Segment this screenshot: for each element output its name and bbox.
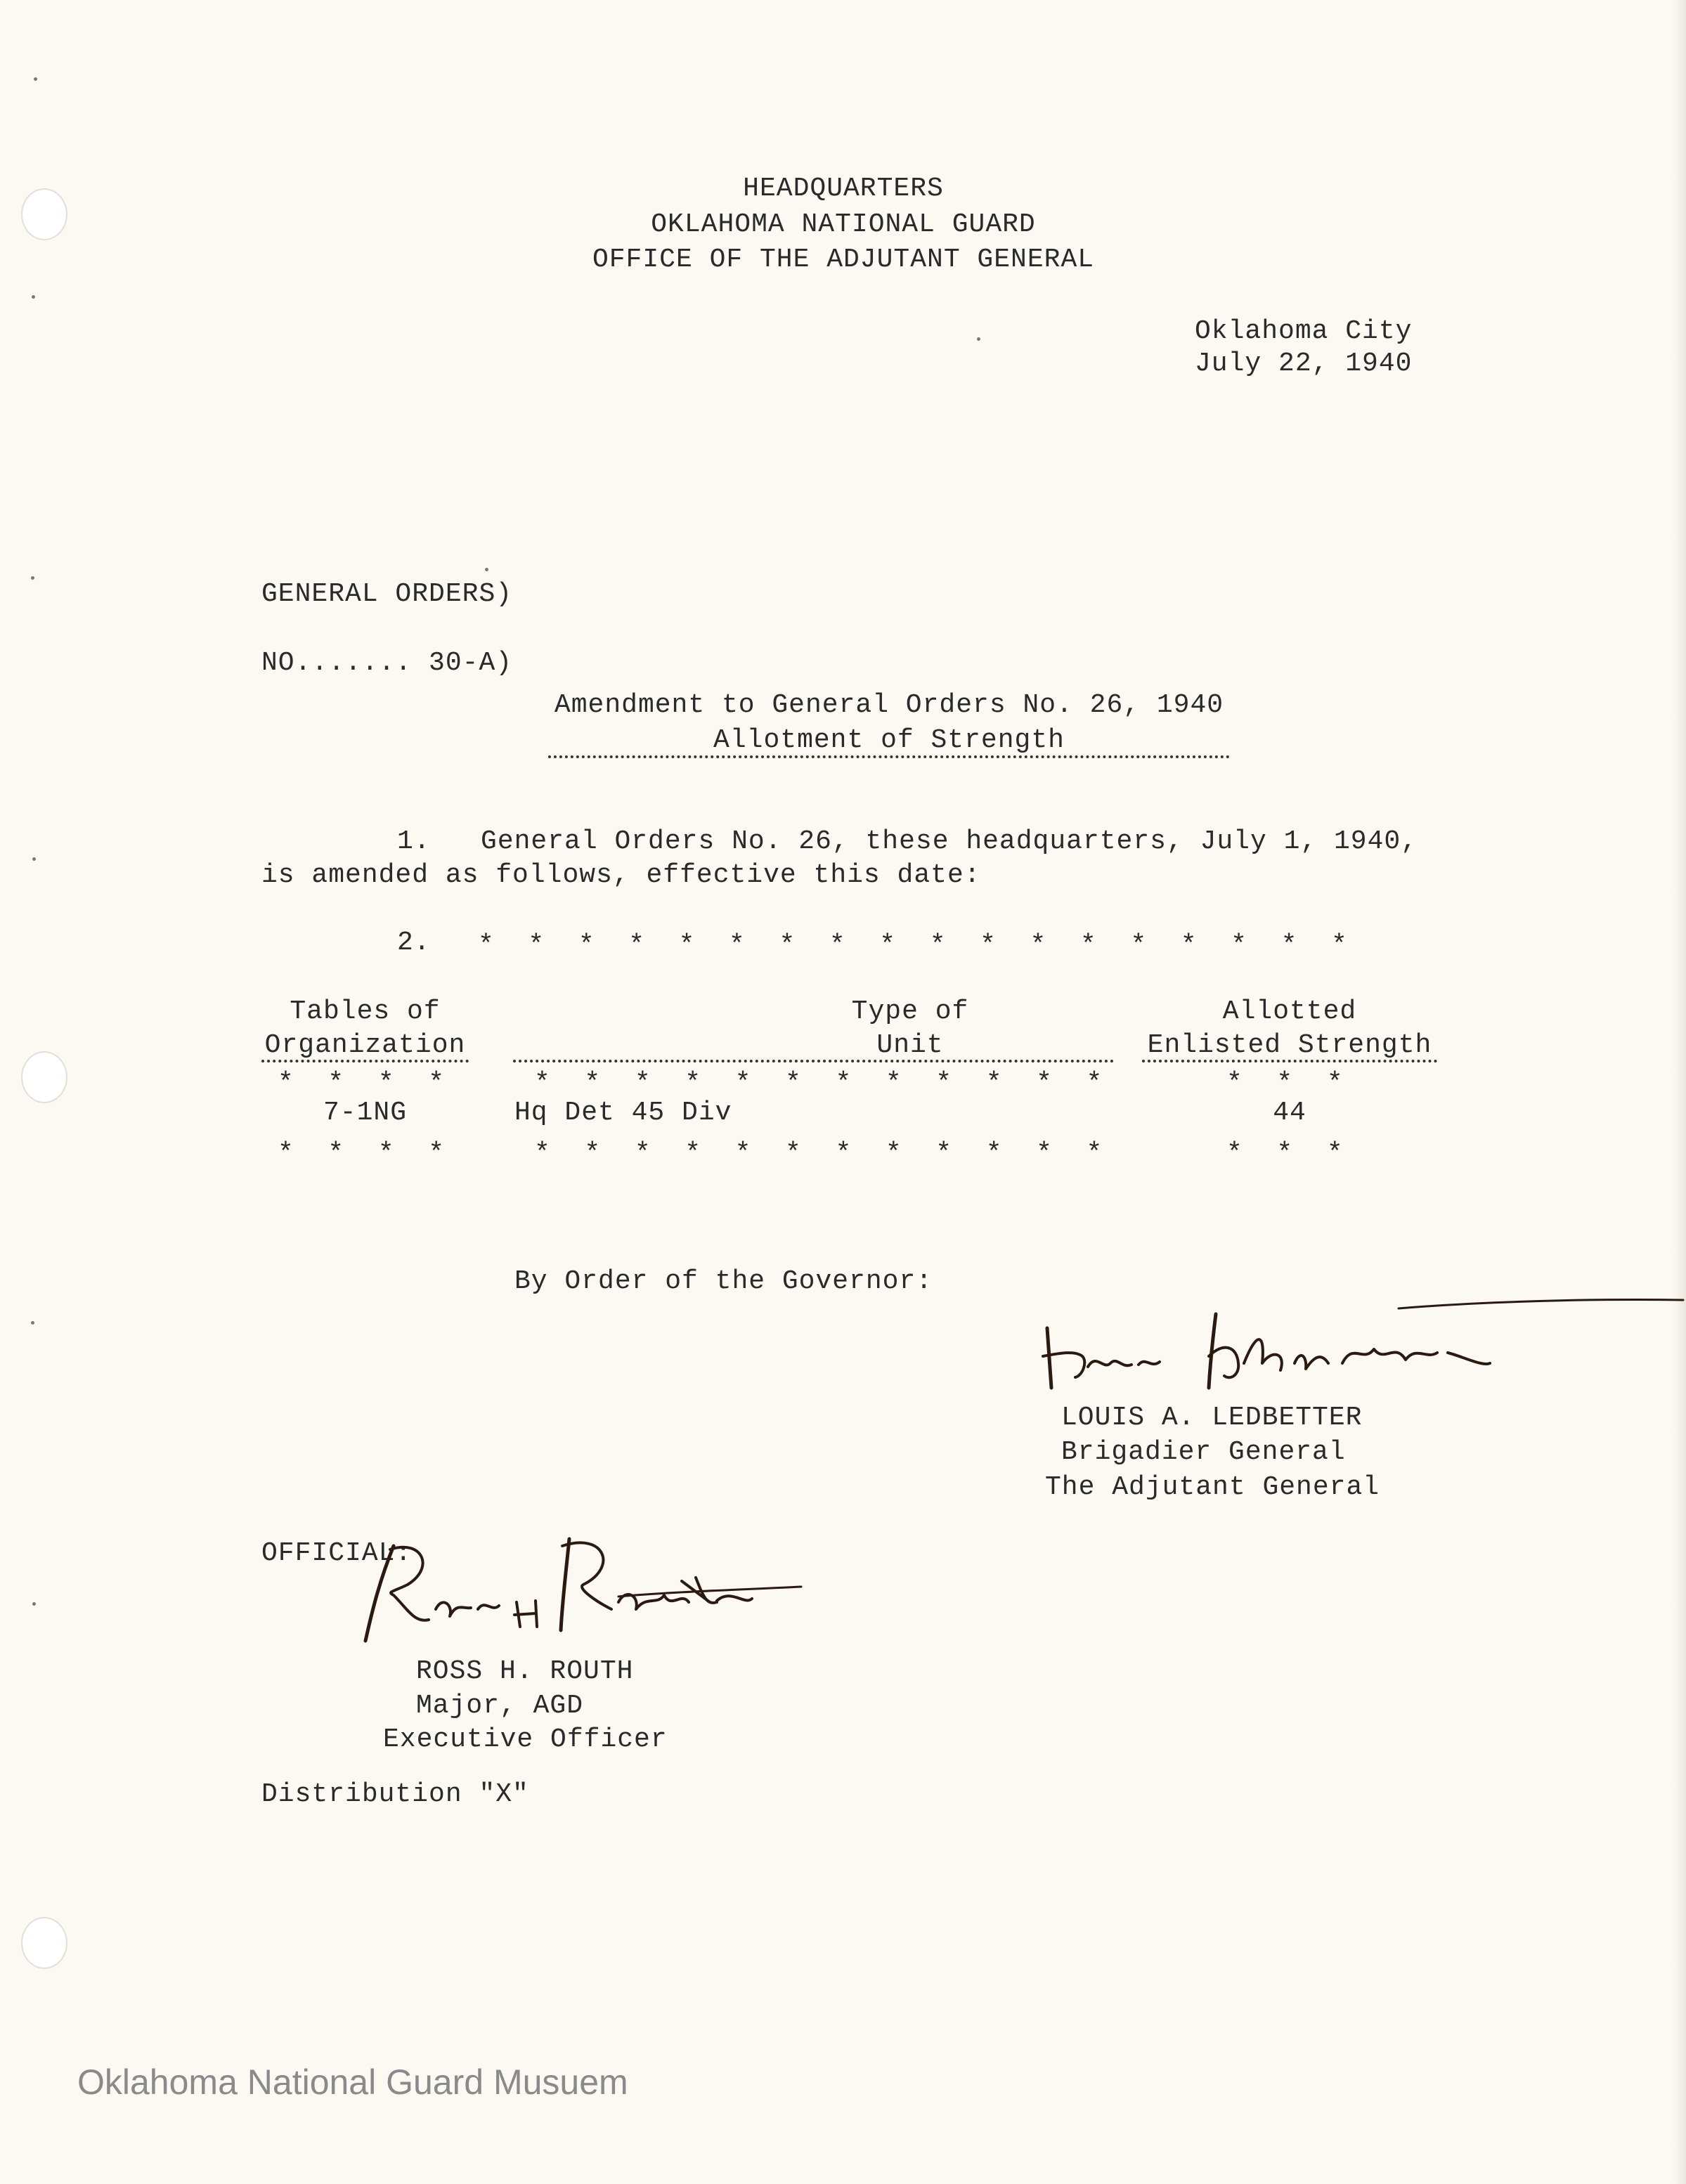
header-unit-underline bbox=[513, 1060, 1114, 1062]
stars-row-bottom-col2: * * * * * * * * * * * * bbox=[534, 1138, 1103, 1169]
speck bbox=[34, 77, 37, 81]
paragraph-2-stars: * * * * * * * * * * * * * * * * * * bbox=[478, 930, 1348, 961]
paragraph-1-line-1: 1. General Orders No. 26, these headquarters, July 1, 1940, bbox=[397, 826, 1418, 857]
table-row-unit: Hq Det 45 Div bbox=[514, 1098, 732, 1128]
authority-line: By Order of the Governor: bbox=[514, 1266, 933, 1296]
stars-row-top-col1: * * * * bbox=[278, 1068, 446, 1098]
header-allotted: Allotted bbox=[1222, 996, 1357, 1027]
header-organization: Organization bbox=[264, 1030, 466, 1060]
ledbetter-signature bbox=[1033, 1286, 1686, 1405]
speck bbox=[32, 1602, 36, 1606]
header-unit: Unit bbox=[876, 1030, 944, 1060]
official-title: Executive Officer bbox=[383, 1724, 668, 1755]
order-number: NO....... 30-A) bbox=[261, 648, 513, 678]
speck bbox=[485, 568, 488, 571]
date: July 22, 1940 bbox=[1195, 349, 1413, 379]
subject-underline bbox=[548, 755, 1230, 758]
letterhead-line-3: OFFICE OF THE ADJUTANT GENERAL bbox=[592, 245, 1095, 275]
speck bbox=[31, 576, 34, 580]
punch-hole-bottom bbox=[21, 1917, 67, 1969]
signer1-name: LOUIS A. LEDBETTER bbox=[1061, 1403, 1363, 1433]
page-edge-shadow bbox=[1673, 0, 1686, 2184]
routh-signature bbox=[351, 1525, 808, 1651]
header-tables-of: Tables of bbox=[290, 996, 441, 1027]
museum-watermark: Oklahoma National Guard Musuem bbox=[77, 2062, 628, 2102]
header-type-of: Type of bbox=[851, 996, 969, 1027]
distribution: Distribution "X" bbox=[261, 1779, 529, 1809]
stars-row-bottom-col3: * * * bbox=[1226, 1138, 1344, 1169]
stars-row-top-col2: * * * * * * * * * * * * bbox=[534, 1068, 1103, 1098]
speck bbox=[977, 337, 980, 341]
paragraph-2-number: 2. bbox=[397, 928, 431, 958]
official-rank: Major, AGD bbox=[416, 1691, 584, 1721]
punch-hole-middle bbox=[21, 1051, 67, 1103]
header-organization-underline bbox=[261, 1060, 469, 1062]
subject-line-2: Allotment of Strength bbox=[713, 725, 1065, 755]
stars-row-top-col3: * * * bbox=[1226, 1068, 1344, 1098]
signer1-rank: Brigadier General bbox=[1061, 1437, 1346, 1467]
header-enlisted-strength: Enlisted Strength bbox=[1147, 1030, 1432, 1060]
speck bbox=[31, 1321, 34, 1325]
header-strength-underline bbox=[1142, 1060, 1437, 1062]
signer1-title: The Adjutant General bbox=[1045, 1472, 1380, 1502]
table-row-organization: 7-1NG bbox=[323, 1098, 408, 1128]
stars-row-bottom-col1: * * * * bbox=[278, 1138, 446, 1169]
speck bbox=[32, 857, 36, 861]
letterhead-line-2: OKLAHOMA NATIONAL GUARD bbox=[651, 209, 1036, 240]
speck bbox=[32, 295, 35, 299]
official-name: ROSS H. ROUTH bbox=[416, 1656, 634, 1686]
letterhead-line-1: HEADQUARTERS bbox=[743, 174, 944, 204]
place: Oklahoma City bbox=[1195, 316, 1413, 346]
table-row-strength: 44 bbox=[1273, 1098, 1306, 1128]
subject-line-1: Amendment to General Orders No. 26, 1940 bbox=[554, 690, 1224, 720]
official-label: OFFICIAL: bbox=[261, 1538, 413, 1568]
general-orders-label: GENERAL ORDERS) bbox=[261, 579, 513, 609]
punch-hole-top bbox=[21, 188, 67, 240]
paragraph-1-line-2: is amended as follows, effective this date: bbox=[261, 860, 981, 890]
